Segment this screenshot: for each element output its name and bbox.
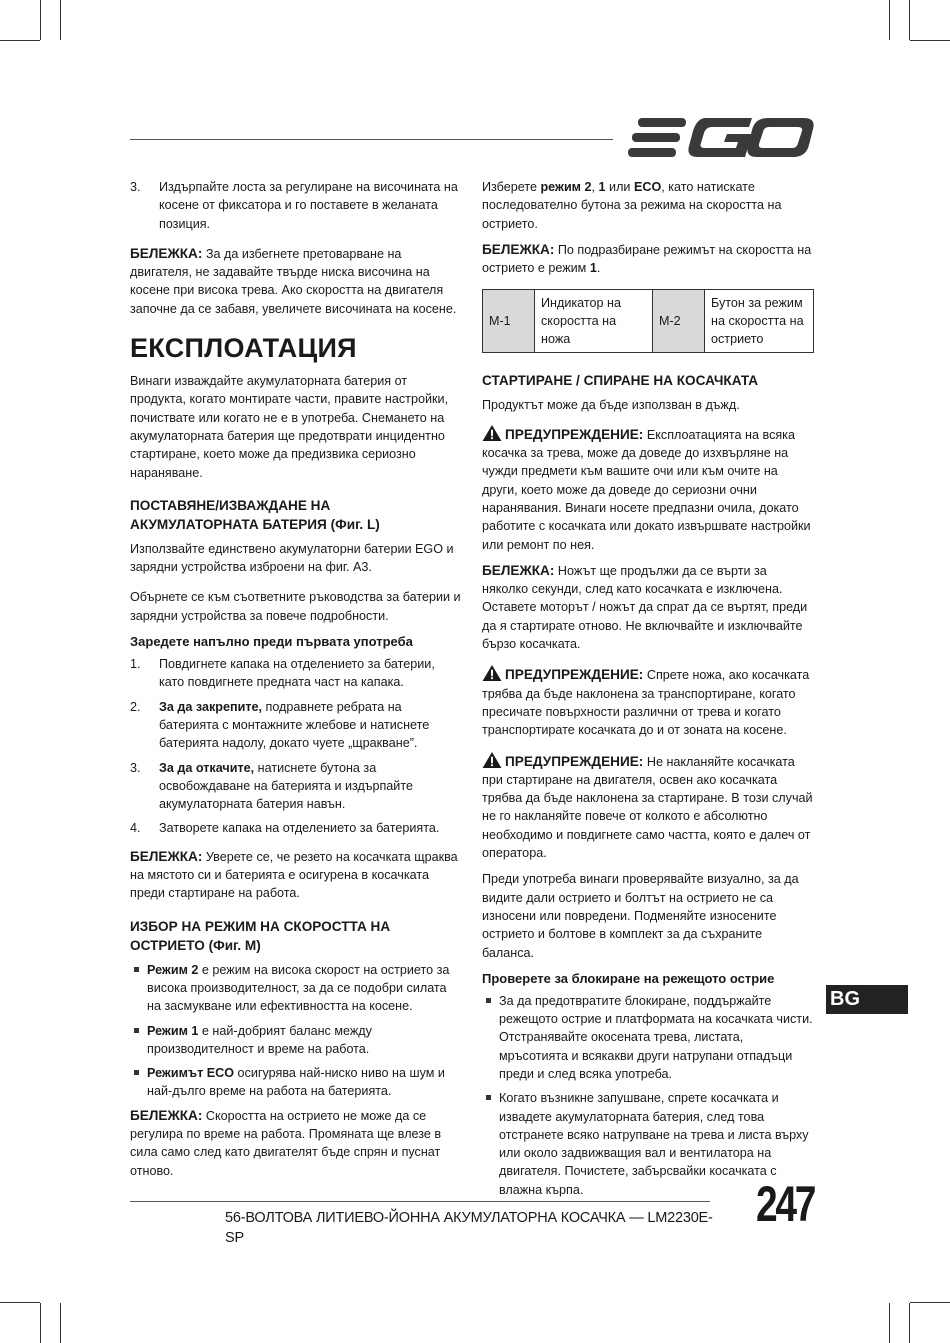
crop-mark [60, 1303, 61, 1343]
list-text: Затворете капака на отделението за батерията. [159, 821, 440, 836]
bold-run: режим 2 [540, 180, 592, 194]
subsection-title: ПОСТАВЯНЕ/ИЗВАЖДАНЕ НА АКУМУЛАТОРНАТА БАТЕРИЯ (Фиг. L) [130, 497, 380, 532]
paragraph: Продуктът може да бъде използван в дъжд. [482, 398, 740, 413]
page-number: 247 [756, 1176, 815, 1232]
list-number: 3. [130, 760, 141, 775]
list-item [130, 178, 462, 233]
note-text: По подразбиране режимът на скоростта на острието е режим [482, 242, 812, 276]
crop-mark [909, 1303, 910, 1343]
crop-mark [0, 1302, 40, 1303]
list-item [130, 1064, 462, 1101]
warning-label: ПРЕДУПРЕЖДЕНИЕ: [505, 426, 644, 442]
list-number: 3. [130, 180, 141, 194]
warning-label: ПРЕДУПРЕЖДЕНИЕ: [505, 753, 644, 769]
subheading: Проверете за блокиране на режещото острие [482, 970, 775, 986]
warning [482, 665, 814, 739]
legend-desc: Бутон за режим на скоростта на острието [705, 290, 814, 353]
list-text: За да предотвратите блокиране, поддържайте режещото острие и платформата на косачката чисти. Отстранявайте окосената трева, листата, мръсотията и всякакви други натрупани отпадъци преди и след всяка употреба. [499, 993, 813, 1081]
ego-logo [628, 116, 814, 160]
list-item [130, 819, 462, 837]
note-text: За да избегнете претоварване на двигателя, не задавайте твърде ниска височина на косене при висока трева. Ако скоростта на двигателя започне да се забавя, увеличете височината на косене. [130, 246, 457, 316]
list-text: Издърпайте лоста за регулиране на височината на косене от фиксатора и го поставете в желаната позиция. [159, 180, 458, 231]
note-text: Ножът ще продължи да се върти за няколко секунди, след като косачката е изключена. Оставете моторът / ножът да спрат да се въртят, преди да я стартирате отново. Не включвайте и изключвайте бързо косачката. [482, 563, 808, 652]
crop-mark [910, 1302, 950, 1303]
subsection-title: СТАРТИРАНЕ / СПИРАНЕ НА КОСАЧКАТА [482, 373, 759, 389]
list-bold: Режим 1 [147, 1023, 199, 1038]
crop-mark [909, 0, 910, 40]
bullet-square-icon [486, 998, 491, 1003]
text-run: , като натискате последователно бутона за режима на скоростта на острието. [482, 180, 782, 231]
list-text: Повдигнете капака на отделението за батерии, като повдигнете предната част на капака. [159, 657, 435, 690]
footer-rule [130, 1201, 710, 1202]
warning-text: Експлоатацията на всяка косачка за трева, може да доведе до изхвърляне на чужди предмети към вашите очи или към очите на други, което може да доведе до сериозни очни наранявания. Винаги носете предпазни очила, докато работите с косачката или докато извършвате настройки или ремонт по нея. [482, 427, 811, 552]
note [130, 1107, 462, 1180]
footer-title: 56-ВОЛТОВА ЛИТИЕВО-ЙОННА АКУМУЛАТОРНА КОСАЧКА — LM2230E-SP [225, 1210, 713, 1246]
list-bold: Режимът ECO [147, 1066, 235, 1081]
note [482, 241, 814, 278]
warning [482, 425, 814, 554]
paragraph: Преди употреба винаги проверявайте визуално, за да видите дали острието и болтът на острието не са износени или повредени. Подменяйте износените острието и болтове в комплект за да съхраните баланса. [482, 872, 799, 960]
note [130, 848, 462, 903]
list-text: е режим на висока скорост на острието за висока производителност, за да се подобри силата на засмукване или ефективността на косене. [147, 962, 450, 1014]
warning-triangle-icon [482, 425, 502, 441]
crop-mark [60, 0, 61, 40]
paragraph: Обърнете се към съответните ръководства за батерии и зарядни устройства за повече подробности. [130, 590, 461, 623]
list-text: е най-добрият баланс между производителност и време на работа. [147, 1023, 372, 1056]
warning [482, 752, 814, 863]
list-item [130, 698, 462, 753]
list-item [130, 655, 462, 692]
bold-run: 1 [589, 261, 597, 276]
language-tab: BG [826, 985, 908, 1014]
list-number: 1. [130, 657, 141, 672]
crop-mark [40, 1303, 41, 1343]
bullet-square-icon [486, 1095, 491, 1100]
warning-text: Спрете ножа, ако косачката трябва да бъде наклонена за транспортиране, когато пресичате повърхности различни от трева и когато транспортирате косачката до и от зоната на косене. [482, 668, 810, 738]
bullet-square-icon [134, 967, 139, 972]
crop-mark [910, 40, 950, 41]
subsection-title: ИЗБОР НА РЕЖИМ НА СКОРОСТТА НА ОСТРИЕТО (Фиг. M) [130, 918, 391, 953]
warning-text: Не накланяйте косачката при стартиране на двигателя, освен ако косачката трябва да бъде наклонена за стартиране. В този случай не го накланяйте повече от колкото е абсолютно необходимо и повдигнете само частта, която е далеч от оператора. [482, 754, 813, 861]
right-column [482, 178, 814, 1205]
crop-mark [40, 0, 41, 40]
text-run: , [591, 180, 599, 194]
crop-mark [889, 1303, 890, 1343]
note [130, 245, 462, 318]
bullet-square-icon [134, 1028, 139, 1033]
table-row [483, 290, 814, 353]
subheading: Заредете напълно преди първата употреба [130, 634, 413, 650]
warning-label: ПРЕДУПРЕЖДЕНИЕ: [505, 667, 644, 683]
crop-mark [889, 0, 890, 40]
text-run: Изберете [482, 180, 541, 194]
list-number: 2. [130, 699, 141, 714]
text-run: . [596, 261, 601, 276]
legend-desc: Индикатор на скоростта на ножа [535, 290, 653, 353]
bold-run: ECO [633, 180, 662, 194]
paragraph [482, 178, 814, 233]
note-label: БЕЛЕЖКА: [482, 241, 555, 257]
left-column [130, 178, 462, 1188]
text-run: или [605, 180, 634, 194]
note-label: БЕЛЕЖКА: [482, 562, 555, 578]
list-item [482, 992, 814, 1083]
header-rule [130, 139, 613, 140]
warning-triangle-icon [482, 665, 502, 681]
note [482, 562, 814, 653]
note-label: БЕЛЕЖКА: [130, 1107, 203, 1123]
note-text: Скоростта на острието не може да се регулира по време на работа. Промяната ще влезе в сила само след като двигателят бъде спрян и пуснат отново. [130, 1108, 442, 1178]
bold-run: 1 [598, 180, 606, 194]
paragraph: Използвайте единствено акумулаторни батерии EGO и зарядни устройства изброени на фиг. A3. [130, 541, 454, 575]
note-label: БЕЛЕЖКА: [130, 245, 203, 261]
legend-table [482, 289, 814, 353]
list-text: натиснете бутона за освобождаване на батерията и издърпайте акумулаторната батерия навън. [159, 760, 413, 812]
bullet-square-icon [134, 1070, 139, 1075]
list-number: 4. [130, 821, 141, 836]
section-title: ЕКСПЛОАТАЦИЯ [130, 333, 357, 364]
paragraph: Винаги изваждайте акумулаторната батерия от продукта, когато монтирате части, правите настройки, почиствате или когато не е в употреба. Снемането на акумулаторната батерия ще предотврати инцидентно стартиране, което може да предизвика сериозно нараняване. [130, 374, 449, 480]
list-text: осигурява най-ниско ниво на шум и най-дълго време на работа на батерията. [147, 1066, 445, 1099]
list-text: Когато възникне запушване, спрете косачката и извадете акумулаторната батерия, след това отстранете всяко натрупване на трева и листа върху или около задвижващия вал и вентилатора на двигателя. Почистете, забърсвайки косачката с влажна кърпа. [499, 1091, 809, 1197]
list-bold: За да откачите, [159, 760, 255, 775]
list-bold: Режим 2 [147, 962, 199, 977]
list-item [130, 1022, 462, 1059]
list-text: подравнете ребрата на батерията с монтажните жлебове и натиснете батерията надолу, докато чуете „щракване”. [159, 699, 430, 751]
note-label: БЕЛЕЖКА: [130, 848, 203, 864]
warning-triangle-icon [482, 752, 502, 768]
legend-code: M-1 [483, 290, 535, 353]
note-text: Уверете се, че резето на косачката щраква на мястото си и батерията е осигурена в косачката преди стартиране на работа. [130, 849, 458, 901]
list-item [130, 961, 462, 1016]
crop-mark [0, 40, 40, 41]
legend-code: M-2 [653, 290, 705, 353]
list-bold: За да закрепите, [159, 699, 263, 714]
list-item [130, 759, 462, 814]
